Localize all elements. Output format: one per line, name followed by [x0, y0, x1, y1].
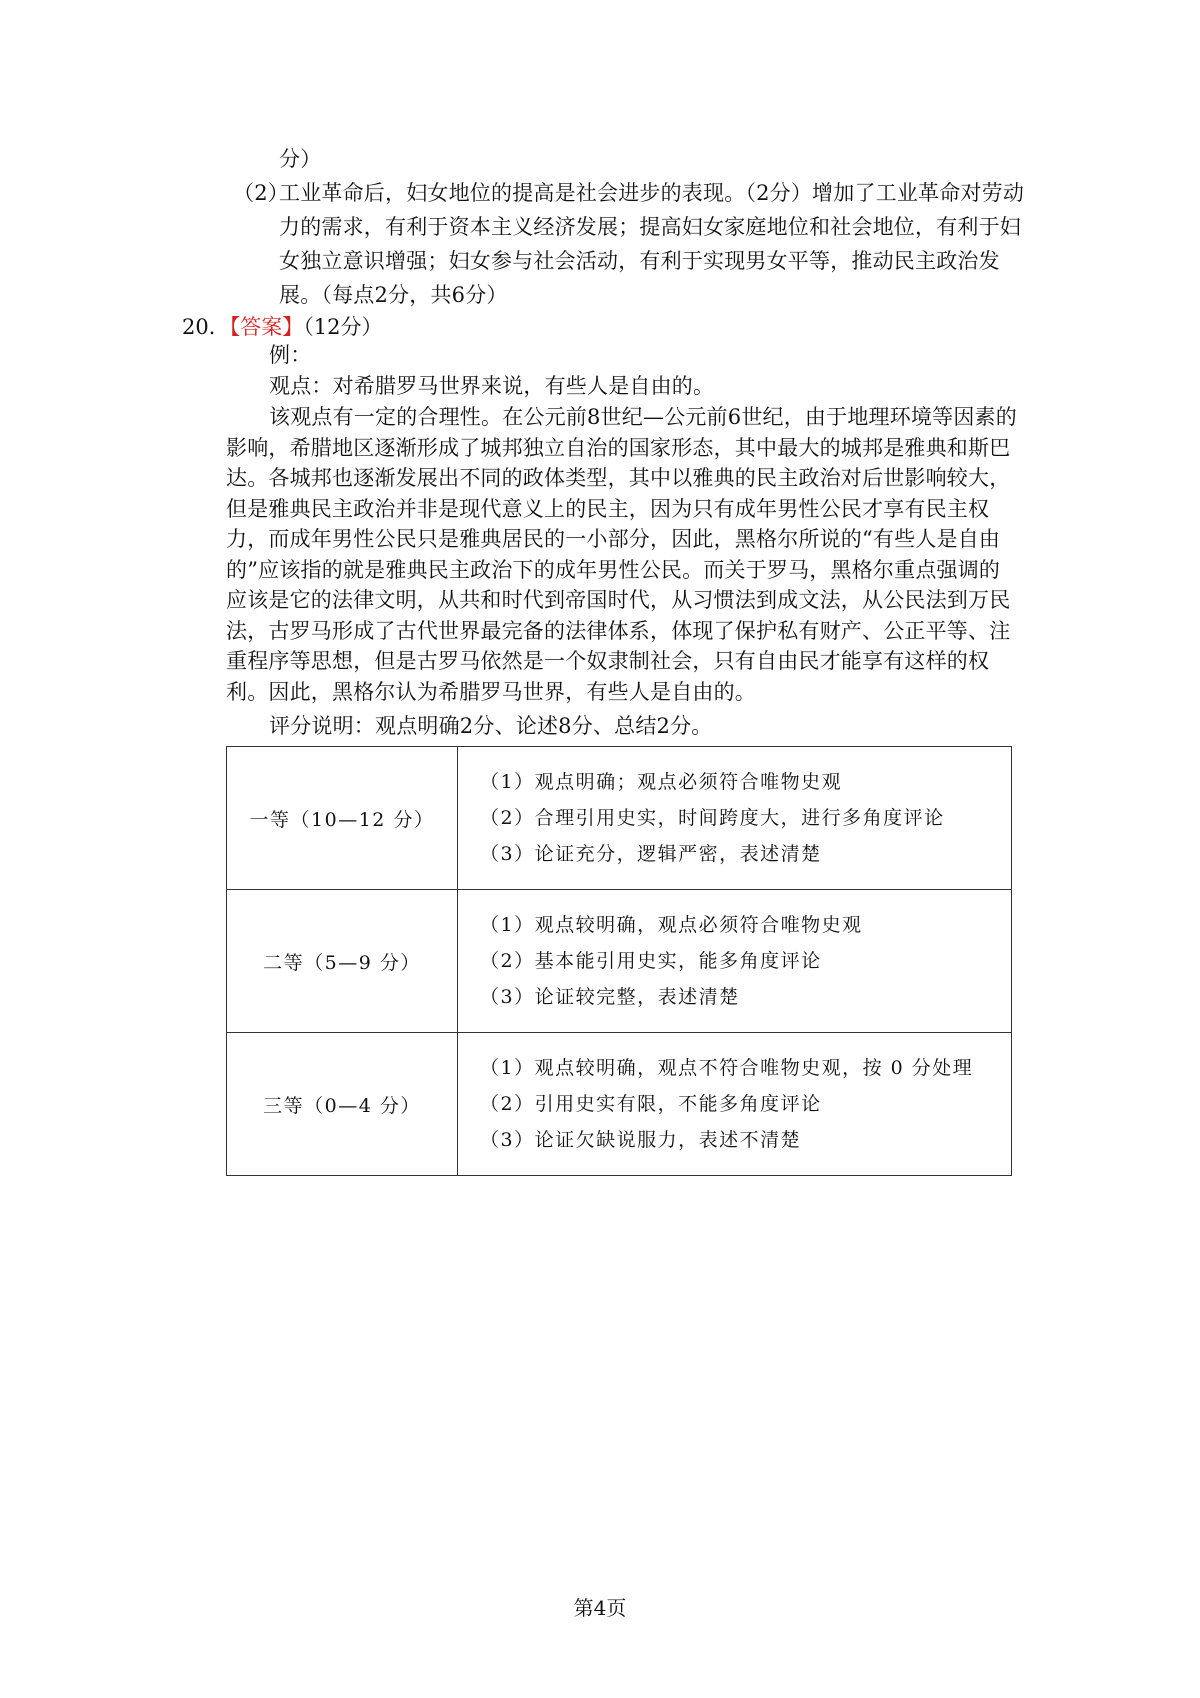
criteria-item: （3）论证欠缺说服力，表述不清楚 — [480, 1128, 802, 1151]
grading-row — [227, 890, 1012, 1033]
example-label: 例： — [269, 343, 312, 367]
question-points: （12分） — [303, 315, 383, 339]
question-number: 20． — [182, 315, 230, 339]
page-number: 第4页 — [573, 1596, 627, 1620]
criteria-item: （3）论证较完整，表述清楚 — [480, 985, 740, 1008]
body-line: 利。因此，黑格尔认为希腊罗马世界，有些人是自由的。 — [226, 680, 756, 704]
viewpoint-line: 观点：对希腊罗马世界来说，有些人是自由的。 — [269, 374, 715, 398]
q19-part2-line: 工业革命后，妇女地位的提高是社会进步的表现。（2分）增加了工业革命对劳动 — [279, 181, 1025, 205]
criteria-item: （3）论证充分，逻辑严密，表述清楚 — [480, 842, 822, 865]
body-line: 应该是它的法律文明，从共和时代到帝国时代，从习惯法到成文法，从公民法到万民 — [226, 588, 1011, 613]
body-line: 但是雅典民主政治并非是现代意义上的民主，因为只有成年男性公民才享有民主权 — [226, 496, 990, 521]
criteria-item: （2）引用史实有限，不能多角度评论 — [480, 1092, 822, 1115]
grade-criteria-cell — [458, 1033, 1012, 1176]
body-line: 该观点有一定的合理性。在公元前8世纪—公元前6世纪，由于地理环境等因素的 — [269, 405, 1017, 429]
grade-criteria-cell — [458, 890, 1012, 1033]
q19-continuation-line: 分） — [279, 147, 322, 171]
body-line: 力，而成年男性公民只是雅典居民的一小部分，因此，黑格尔所说的“有些人是自由 — [226, 527, 1001, 552]
criteria-item: （1）观点明确；观点必须符合唯物史观 — [480, 770, 843, 793]
grade-criteria-cell — [458, 747, 1012, 890]
grading-row — [227, 1033, 1012, 1176]
body-line: 的”应该指的就是雅典民主政治下的成年男性公民。而关于罗马，黑格尔重点强调的 — [226, 557, 1001, 582]
grade-level-cell: 三等（0—4 分） — [227, 1033, 458, 1176]
body-line: 影响，希腊地区逐渐形成了城邦独立自治的国家形态，其中最大的城邦是雅典和斯巴 — [226, 435, 1011, 460]
grade-level-cell: 一等（10—12 分） — [227, 747, 458, 890]
q19-part2-line: 力的需求，有利于资本主义经济发展；提高妇女家庭地位和社会地位，有利于妇 — [279, 215, 1021, 239]
grading-table — [226, 746, 1012, 1176]
q19-part2-line: 展。（每点2分，共6分） — [279, 283, 508, 307]
criteria-item: （1）观点较明确，观点不符合唯物史观，按 0 分处理 — [480, 1056, 974, 1079]
answer-tag: 【答案】 — [229, 315, 304, 339]
body-line: 达。各城邦也逐渐发展出不同的政体类型，其中以雅典的民主政治对后世影响较大， — [226, 466, 1011, 491]
scoring-note: 评分说明：观点明确2分、论述8分、总结2分。 — [269, 714, 713, 738]
grade-level-cell: 二等（5—9 分） — [227, 890, 458, 1033]
body-line: 重程序等思想，但是古罗马依然是一个奴隶制社会，只有自由民才能享有这样的权 — [226, 649, 990, 674]
criteria-item: （2）基本能引用史实，能多角度评论 — [480, 949, 822, 972]
q19-part2-line: 女独立意识增强；妇女参与社会活动，有利于实现男女平等，推动民主政治发 — [279, 249, 1000, 273]
q19-part2-label: （2） — [233, 181, 289, 205]
q20-heading — [182, 312, 382, 342]
criteria-item: （2）合理引用史实，时间跨度大，进行多角度评论 — [480, 806, 945, 829]
criteria-item: （1）观点较明确，观点必须符合唯物史观 — [480, 913, 863, 936]
body-line: 法，古罗马形成了古代世界最完备的法律体系，体现了保护私有财产、公正平等、注 — [226, 618, 1011, 643]
grading-row — [227, 747, 1012, 890]
